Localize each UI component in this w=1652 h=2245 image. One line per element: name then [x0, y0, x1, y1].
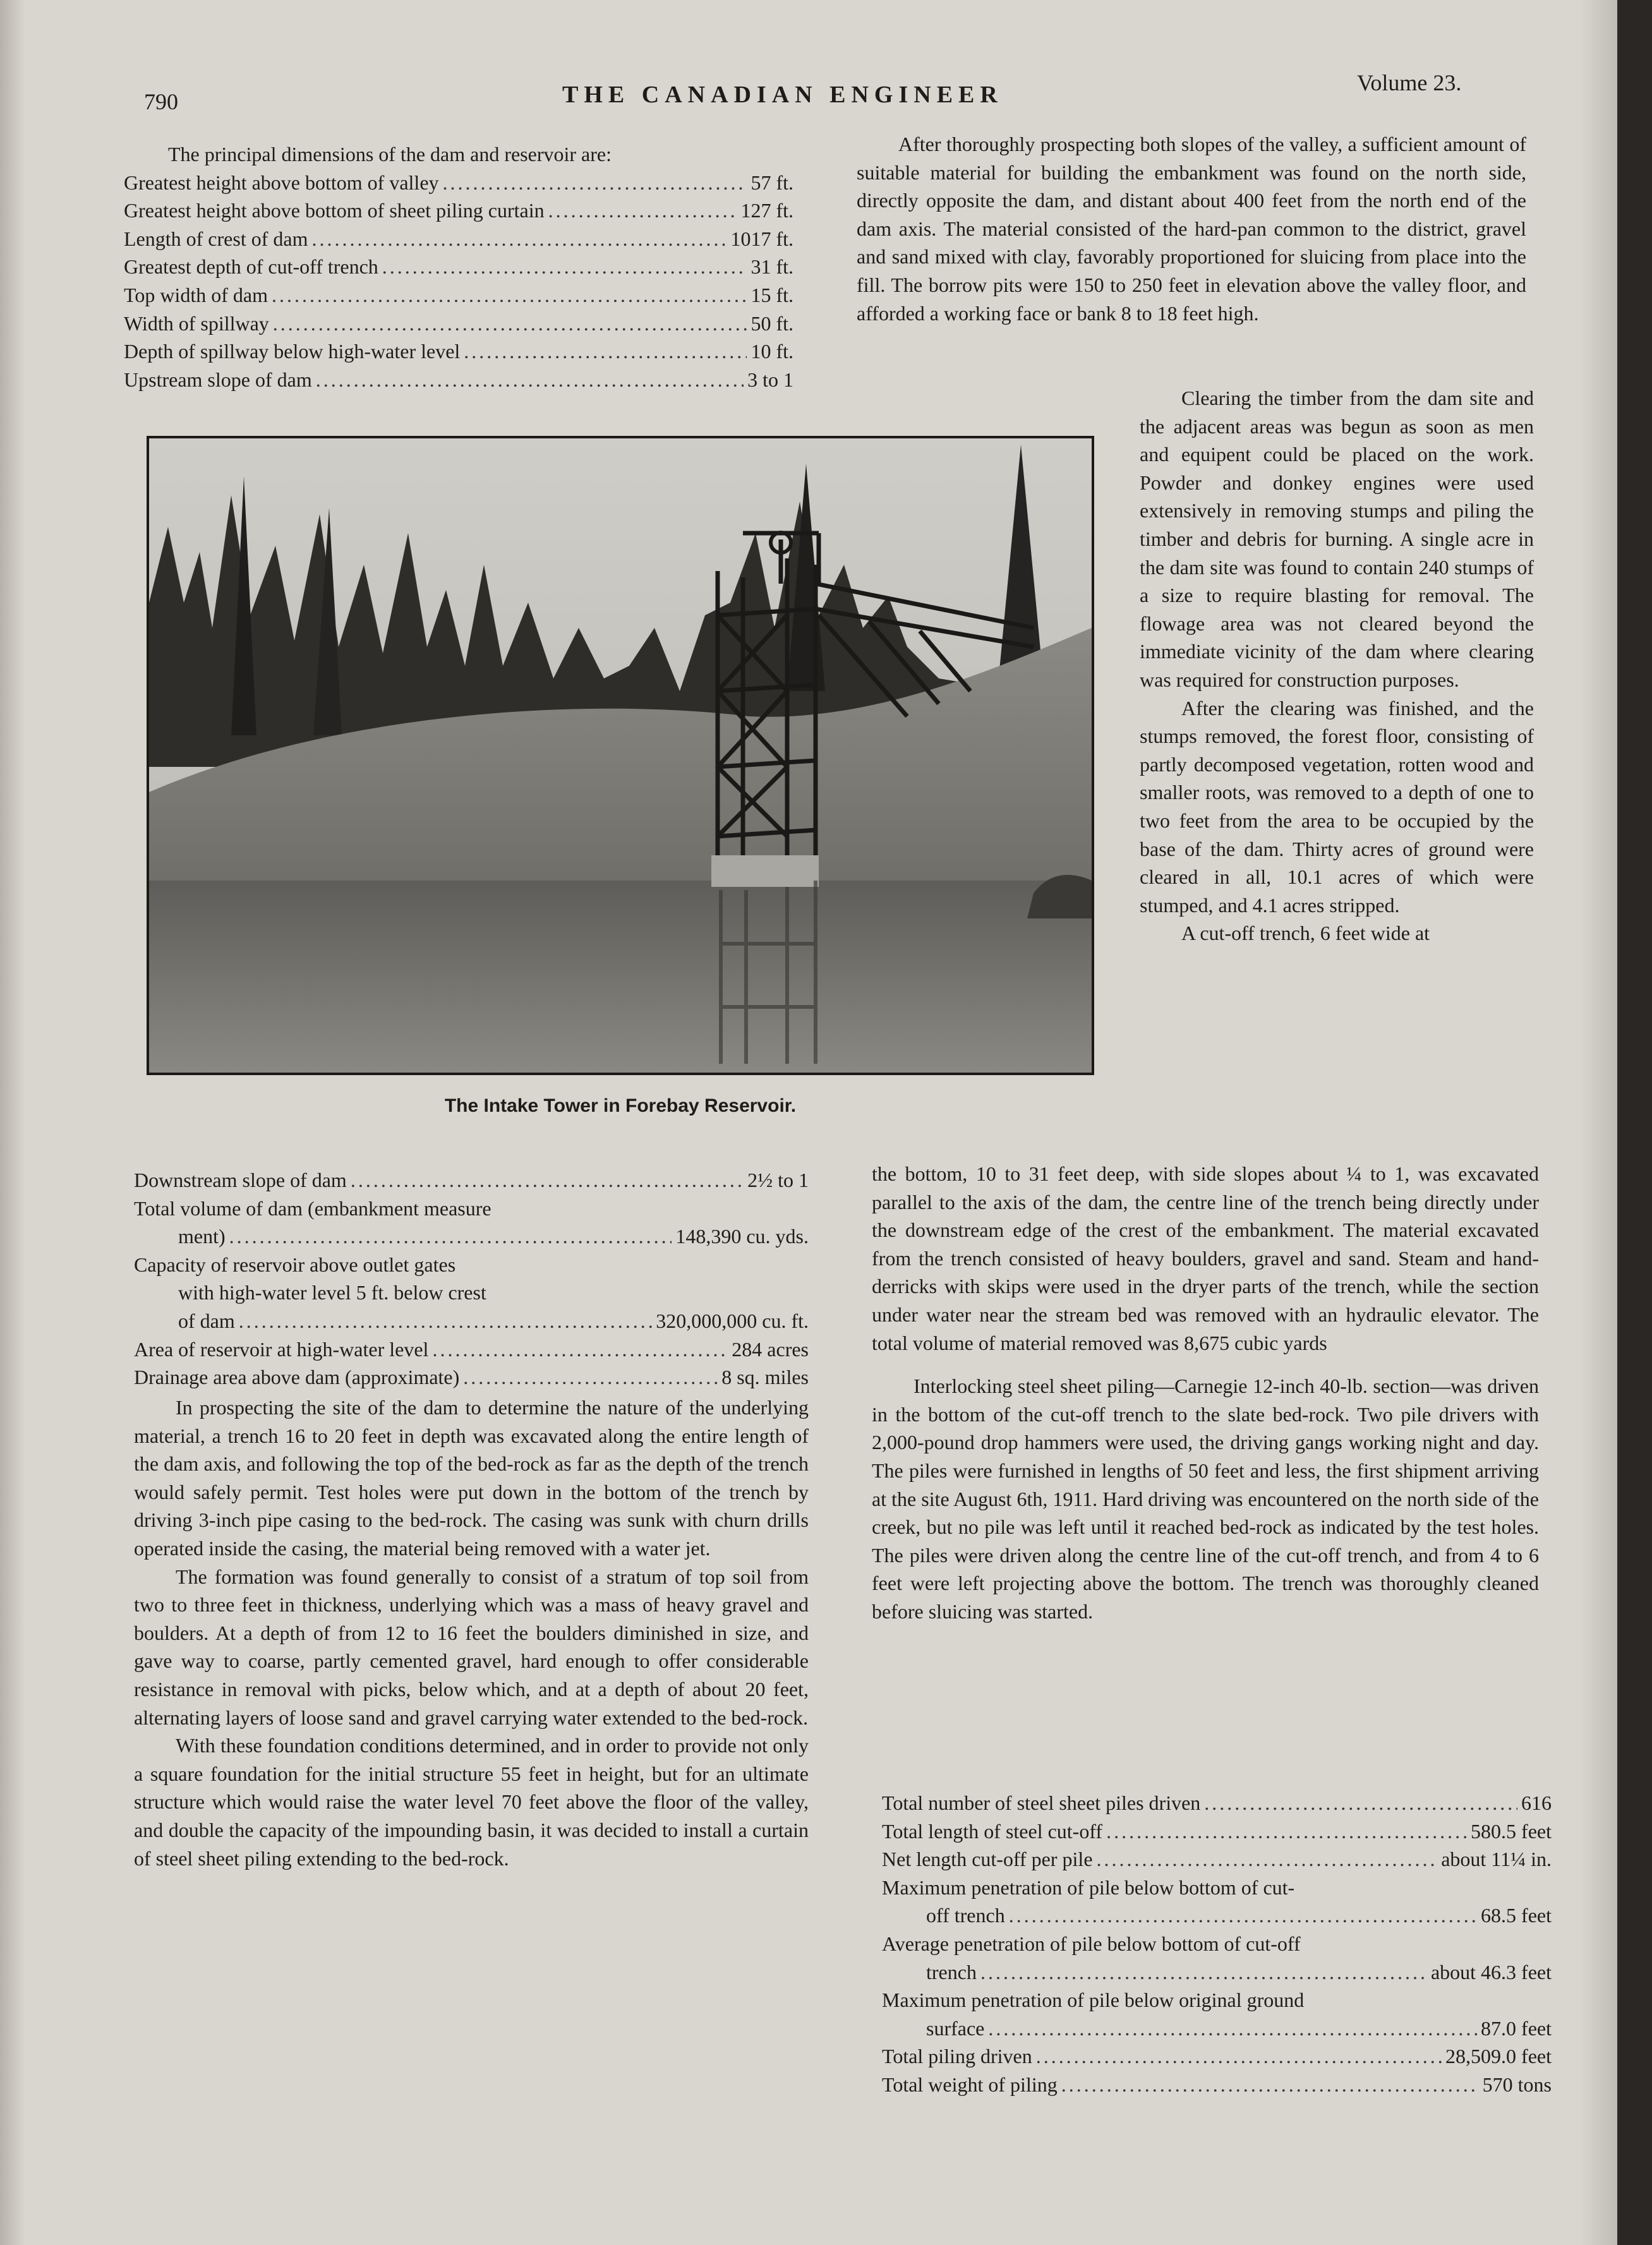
dimensions-top-block [124, 140, 793, 394]
intake-tower-illustration [149, 438, 1092, 1073]
dimensions-mid-block [134, 1166, 809, 1392]
prospecting-paragraph: After thoroughly prospecting both slopes of the valley, a sufficient amount of suitable material for building the embankment was found on the north side, directly opposite the dam, and distant about 400 feet from the north end of the dam axis. The material consisted of the hard-pan common to the district, gravel and sand mixed with clay, favorably proportioned for sluicing from place into the fill. The borrow pits were 150 to 250 feet in elevation above the valley floor, and afforded a working face or bank 8 to 18 feet high. [857, 133, 1526, 325]
stat-row: Average penetration of pile below bottom of cut-off [882, 1932, 1301, 1955]
stat-row: surface ..... 87.0 feet [882, 2014, 1552, 2043]
dimension-row: Greatest height above bottom of sheet piling curtain ..... 127 ft. [124, 196, 793, 225]
stat-row: Total piling driven ..... 28,509.0 feet [882, 2042, 1552, 2071]
dimension-row: Drainage area above dam (approximate) ..... 8 sq. miles [134, 1363, 809, 1392]
dimension-row: of dam ..... 320,000,000 cu. ft. [134, 1307, 809, 1335]
dimension-row: Upstream slope of dam ..... 3 to 1 [124, 366, 793, 394]
photo-caption: The Intake Tower in Forebay Reservoir. [444, 1095, 797, 1116]
dimension-row: Downstream slope of dam ..... 2½ to 1 [134, 1166, 809, 1195]
foundation-paragraph: With these foundation conditions determined, and in order to provide not only a square foundation for the initial structure 55 feet in height, but for an ultimate structure which would raise the water level 70 feet above the floor of the valley, and double the capacity of the impounding basin, it was decided to install a curtain of steel sheet piling extending to the bed-rock. [134, 1734, 809, 1870]
stat-row: Total length of steel cut-off ..... 580.5 feet [882, 1817, 1552, 1846]
piling-stats-block [882, 1789, 1552, 2099]
right-top-column [857, 130, 1526, 327]
stat-row: Net length cut-off per pile ..... about 11¼ in. [882, 1845, 1552, 1874]
stat-row: off trench ..... 68.5 feet [882, 1901, 1552, 1930]
page-number: 790 [144, 89, 178, 114]
dimension-row: Total volume of dam (embankment measure [134, 1196, 491, 1220]
dimension-row: Length of crest of dam ..... 1017 ft. [124, 225, 793, 253]
dimension-row: ment) ..... 148,390 cu. yds. [134, 1222, 809, 1251]
dimension-row: Width of spillway ..... 50 ft. [124, 310, 793, 338]
dimension-row: Top width of dam ..... 15 ft. [124, 281, 793, 310]
stripping-paragraph: After the clearing was finished, and the stumps removed, the forest floor, consisting of partly decomposed vegetation, rotten wood and smaller roots, was removed to a depth of one to two feet from the area to be occupied by the base of the dam. Thirty acres of ground were cleared in all, 10.1 acres of which were stumped, and 4.1 acres stripped. [1140, 696, 1534, 917]
dimension-row: Depth of spillway below high-water level ..... 10 ft. [124, 337, 793, 366]
trench-paragraph-start: A cut-off trench, 6 feet wide at [1181, 922, 1430, 945]
dimension-row: Capacity of reservoir above outlet gates [134, 1253, 456, 1276]
dimension-row: Area of reservoir at high-water level ..... 284 acres [134, 1335, 809, 1364]
dimensions-intro: The principal dimensions of the dam and reservoir are: [168, 143, 612, 166]
left-bottom-column [134, 1393, 809, 1872]
intake-tower-photo [147, 436, 1094, 1075]
stat-row: Total number of steel sheet piles driven ..... 616 [882, 1789, 1552, 1817]
formation-paragraph: The formation was found generally to consist of a stratum of top soil from two to three feet in thickness, underlying which was a mass of heavy gravel and boulders. At a depth of from 12 to 16 feet the boulders diminished in size, and gave way to coarse, partly cemented gravel, hard enough to offer considerable resistance in removal with picks, below which, and at a depth of about 20 feet, alternating layers of loose sand and gravel carrying water extended to the bed-rock. [134, 1565, 809, 1729]
stat-row: Total weight of piling ..... 570 tons [882, 2071, 1552, 2099]
clearing-paragraph: Clearing the timber from the dam site and the adjacent areas was begun as soon as men and equipent could be placed on the work. Powder and donkey engines were used extensively in removing stumps and piling the timber and debris for burning. A single acre in the dam site was found to contain 240 stumps of a size to require blasting for removal. The flowage area was not cleared beyond the immediate vicinity of the dam where clearing was required for construction purposes. [1140, 387, 1534, 691]
dimension-row: Greatest height above bottom of valley ..... 57 ft. [124, 169, 793, 197]
journal-title: THE CANADIAN ENGINEER [562, 81, 1003, 108]
sheet-piling-paragraph: Interlocking steel sheet piling—Carnegie 12-inch 40-lb. section—was driven in the bottom of the cut-off trench to the slate bed-rock. Two pile drivers with 2,000-pound drop hammers were used, the driving gangs working night and day. The piles were furnished in lengths of 50 feet and less, the first shipment arriving at the site August 6th, 1911. Hard driving was encountered on the north side of the creek, but no pile was left until it reached bed-rock as indicated by the test holes. The piles were driven along the centre line of the cut-off trench, and from 4 to 6 feet were left projecting above the bottom. The trench was thoroughly cleaned before sluicing was started. [872, 1375, 1539, 1623]
narrow-column [1140, 384, 1534, 948]
right-bottom-column [872, 1160, 1539, 1626]
prospecting-site-paragraph: In prospecting the site of the dam to determine the nature of the underlying material, a trench 16 to 20 feet in depth was excavated along the entire length of the dam axis, and following the top of the bed-rock as far as the depth of the trench would safely permit. Test holes were put down in the bottom of the trench by driving 3-inch pipe casing to the bed-rock. The casing was sunk with churn drills operated inside the casing, the material being removed with a water jet. [134, 1396, 809, 1560]
stat-row: Maximum penetration of pile below bottom of cut- [882, 1875, 1295, 1899]
page-gutter-shadow [0, 0, 25, 2245]
volume-label: Volume 23. [1357, 70, 1462, 95]
page-edge-shadow [1579, 0, 1617, 2245]
dimension-row: Greatest depth of cut-off trench ..... 31 ft. [124, 253, 793, 281]
trench-paragraph-continued: the bottom, 10 to 31 feet deep, with side slopes about ¼ to 1, was excavated parallel to the axis of the dam, the centre line of the trench being directly under the downstream edge of the crest of the embankment. The material excavated from the trench consisted of heavy boulders, gravel and sand. Steam and hand-derricks with skips were used in the dryer parts of the trench, while the section under water near the stream bed was removed with an hydraulic elevator. The total volume of material removed was 8,675 cubic yards [872, 1162, 1539, 1354]
dimension-row: with high-water level 5 ft. below crest [178, 1281, 486, 1304]
dimensions-top-list [124, 169, 793, 394]
stat-row: Maximum penetration of pile below original ground [882, 1989, 1305, 2012]
stat-row: trench ..... about 46.3 feet [882, 1958, 1552, 1987]
